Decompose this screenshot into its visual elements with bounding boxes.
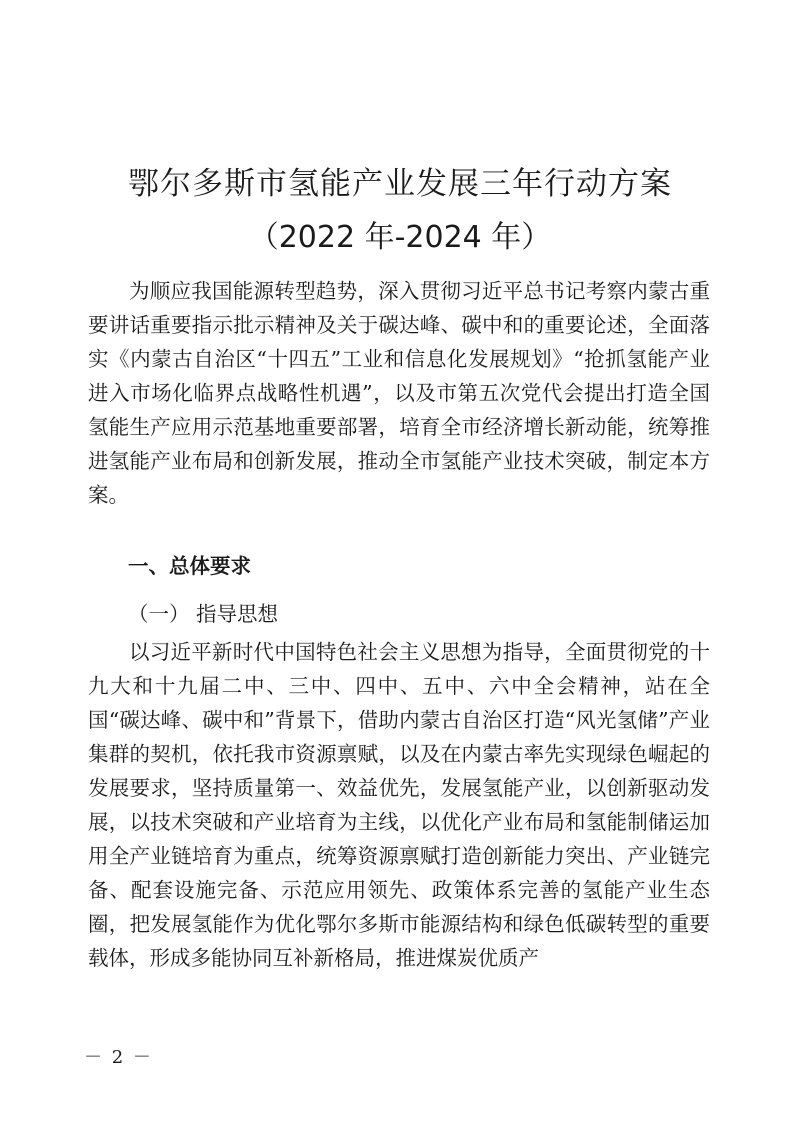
guiding-thought-paragraph: 以习近平新时代中国特色社会主义思想为指导，全面贯彻党的十九大和十九届二中、三中、四中、五中、六中全会精神，站在全国“碳达峰、碳中和”背景下，借助内蒙古自治区打造“风光氢储”产业集群的契机，依托我市资源禀赋，以及在内蒙古率先实现绿色崛起的发展要求，坚持质量第一、效益优先，发展氢能产业，以创新驱动发展，以技术突破和产业培育为主线，以优化产业布局和氢能制储运加用全产业链培育为重点，统筹资源禀赋打造创新能力突出、产业链完备、配套设施完备、示范应用领先、政策体系完善的氢能产业生态圈，把发展氢能作为优化鄂尔多斯市能源结构和绿色低碳转型的重要载体，形成多能协同互补新格局，推进煤炭优质产 [88, 640, 710, 970]
document-title: 鄂尔多斯市氢能产业发展三年行动方案 [128, 166, 672, 202]
page-number: － 2 － [84, 1047, 153, 1068]
subsection-heading: （一） 指导思想 [128, 602, 279, 626]
intro-paragraph: 为顺应我国能源转型趋势，深入贯彻习近平总书记考察内蒙古重要讲话重要指示批示精神及关于碳达峰、碳中和的重要论述，全面落实《内蒙古自治区“十四五”工业和信息化发展规划》“抢抓氢能产业进入市场化临界点战略性机遇”，以及市第五次党代会提出打造全国氢能生产应用示范基地重要部署，培育全市经济增长新动能，统筹推进氢能产业布局和创新发展，推动全市氢能产业技术突破，制定本方案。 [88, 279, 710, 507]
intro-section [88, 274, 710, 512]
section-heading: 一、总体要求 [128, 554, 251, 578]
subsection-body [88, 635, 710, 975]
document-subtitle: （2022 年-2024 年） [248, 220, 552, 255]
title-block [0, 162, 800, 260]
